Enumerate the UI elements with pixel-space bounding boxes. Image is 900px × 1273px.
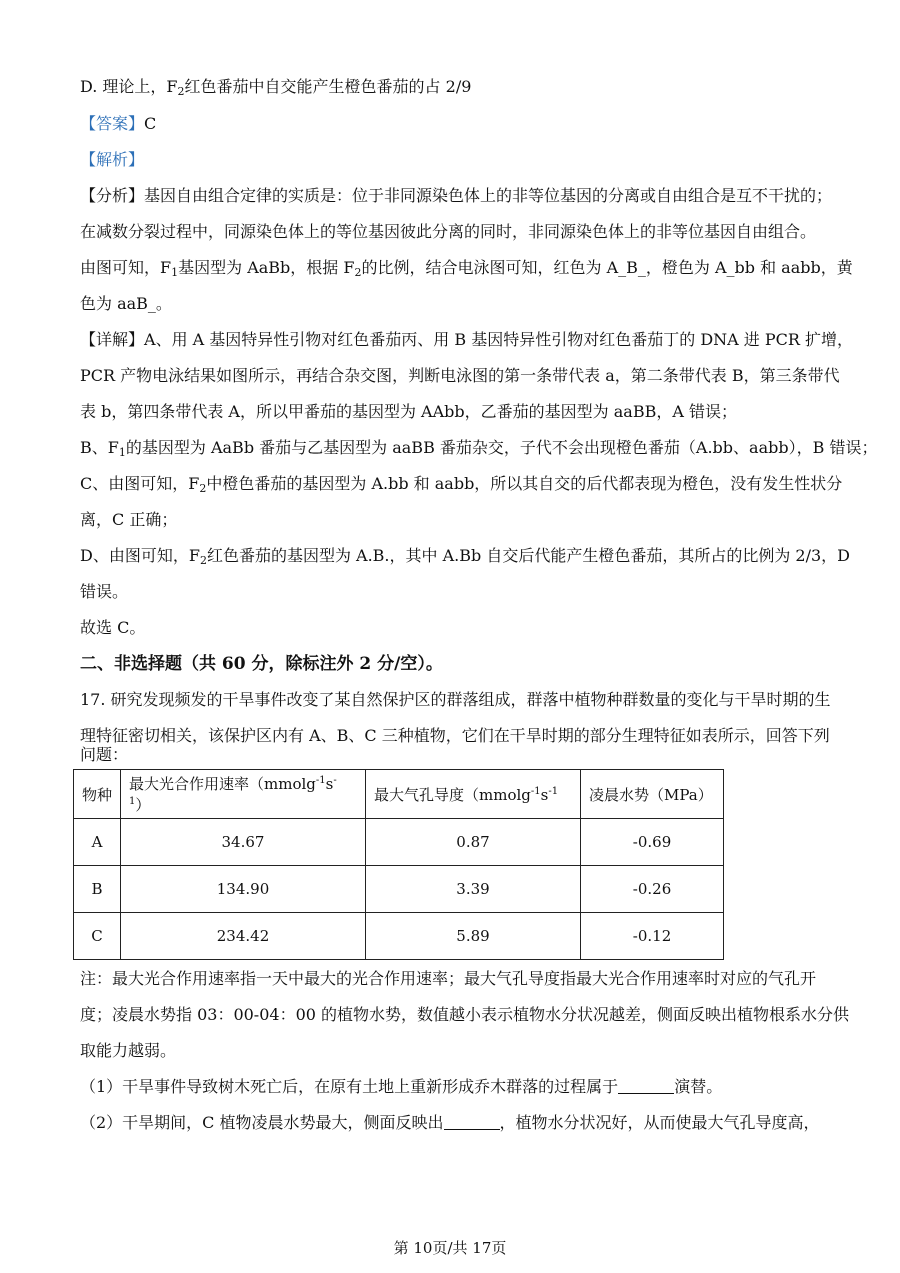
fenxi-line-4: 色为 aaB_。 <box>80 294 172 313</box>
detail-line-3: 表 b，第四条带代表 A，所以甲番茄的基因型为 AAbb，乙番茄的基因型为 aaBB，A 错误； <box>80 402 737 421</box>
answer-blank[interactable] <box>444 1115 500 1130</box>
detail-line-c1: C、由图可知，$F_2$中橙色番茄的基因型为 A.bb 和 aabb，所以其自交的后代都表现为橙色，没有发生性状分 <box>80 474 843 495</box>
subquestion-1: （1）干旱事件导致树木死亡后，在原有土地上重新形成乔木群落的过程属于 演替。 <box>80 1077 723 1096</box>
answer-blank[interactable] <box>618 1079 674 1094</box>
q17-intro-1: 17. 研究发现频发的干旱事件改变了某自然保护区的群落组成，群落中植物种群数量的变化与干旱时期的生 <box>80 690 831 709</box>
cell-rate: 234.42 <box>121 913 366 960</box>
header-max-photosynthesis-rate: 最大光合作用速率$(mmolg^{-1}s^{-1})$ <box>121 770 366 819</box>
header-predawn-water-potential: 凌晨水势（MPa） <box>581 770 724 819</box>
answer-value: C <box>144 114 157 133</box>
answer-label: 【答案】 <box>80 114 145 133</box>
detail-line-d2: 错误。 <box>80 582 129 601</box>
page-number: 第 10页/共 17页 <box>393 1239 507 1257</box>
q17-intro-2: 理特征密切相关，该保护区内有 A、B、C 三种植物，它们在干旱时期的部分生理特征如表所示，回答下列 <box>80 726 830 745</box>
analysis-label: 【解析】 <box>80 150 145 169</box>
cell-rate: 134.90 <box>121 866 366 913</box>
note-line-2: 度；凌晨水势指 03：00-04：00 的植物水势，数值越小表示植物水分状况越差，侧面反映出植物根系水分供 <box>80 1005 850 1024</box>
detail-line-c2: 离，C 正确； <box>80 510 178 529</box>
table-row <box>74 819 724 866</box>
option-d: D. 理论上，$F_2$红色番茄中自交能产生橙色番茄的占 2/9 <box>80 77 472 98</box>
subquestion-2: （2）干旱期间，C 植物凌晨水势最大，侧面反映出 ，植物水分状况好，从而使最大气孔导度高， <box>80 1113 820 1132</box>
cell-conductance: 3.39 <box>366 866 581 913</box>
fenxi-line-3: 由图可知，$F_1$基因型为 AaBb，根据 $F_2$的比例，结合电泳图可知，红色为 A_B_，橙色为 A_bb 和 aabb，黄 <box>80 258 853 279</box>
cell-rate: 34.67 <box>121 819 366 866</box>
table-row <box>74 866 724 913</box>
answer-line <box>80 114 156 134</box>
cell-water-potential: -0.69 <box>581 819 724 866</box>
header-max-stomatal-conductance: 最大气孔导度（$mmolg^{-1}s^{-1}$ <box>366 770 581 819</box>
header-species: 物种 <box>74 770 121 819</box>
table-row <box>74 913 724 960</box>
note-line-3: 取能力越弱。 <box>80 1041 177 1060</box>
cell-water-potential: -0.12 <box>581 913 724 960</box>
cell-species: B <box>74 866 121 913</box>
detail-line-d1: D、由图可知，$F_2$红色番茄的基因型为 A.B.，其中 A.Bb 自交后代能产生橙色番茄，其所占的比例为 2/3，D <box>80 546 850 567</box>
physiology-table <box>73 769 724 960</box>
cell-species: A <box>74 819 121 866</box>
conclusion: 故选 C。 <box>80 618 146 637</box>
fenxi-line-1: 【分析】基因自由组合定律的实质是：位于非同源染色体上的非等位基因的分离或自由组合是互不干扰的； <box>80 186 833 205</box>
cell-species: C <box>74 913 121 960</box>
table-header-row <box>74 770 724 819</box>
section-title: 二、非选择题（共 60 分，除标注外 2 分/空）。 <box>80 654 443 674</box>
detail-line-1: 【详解】A、用 A 基因特异性引物对红色番茄丙、用 B 基因特异性引物对红色番茄丁的 DNA 进 PCR 扩增， <box>80 330 854 349</box>
detail-line-2: PCR 产物电泳结果如图所示，再结合杂交图，判断电泳图的第一条带代表 a，第二条带代表 B，第三条带代 <box>80 366 840 385</box>
detail-line-b: B、$F_1$的基因型为 AaBb 番茄与乙基因型为 aaBB 番茄杂交，子代不会出现橙色番茄（A.bb、aabb），B 错误； <box>80 438 878 459</box>
cell-conductance: 5.89 <box>366 913 581 960</box>
fenxi-line-2: 在减数分裂过程中，同源染色体上的等位基因彼此分离的同时，非同源染色体上的非等位基因自由组合。 <box>80 222 817 241</box>
note-line-1: 注：最大光合作用速率指一天中最大的光合作用速率；最大气孔导度指最大光合作用速率时对应的气孔开 <box>80 969 817 988</box>
q17-intro-3: 问题： <box>80 745 129 764</box>
cell-water-potential: -0.26 <box>581 866 724 913</box>
cell-conductance: 0.87 <box>366 819 581 866</box>
